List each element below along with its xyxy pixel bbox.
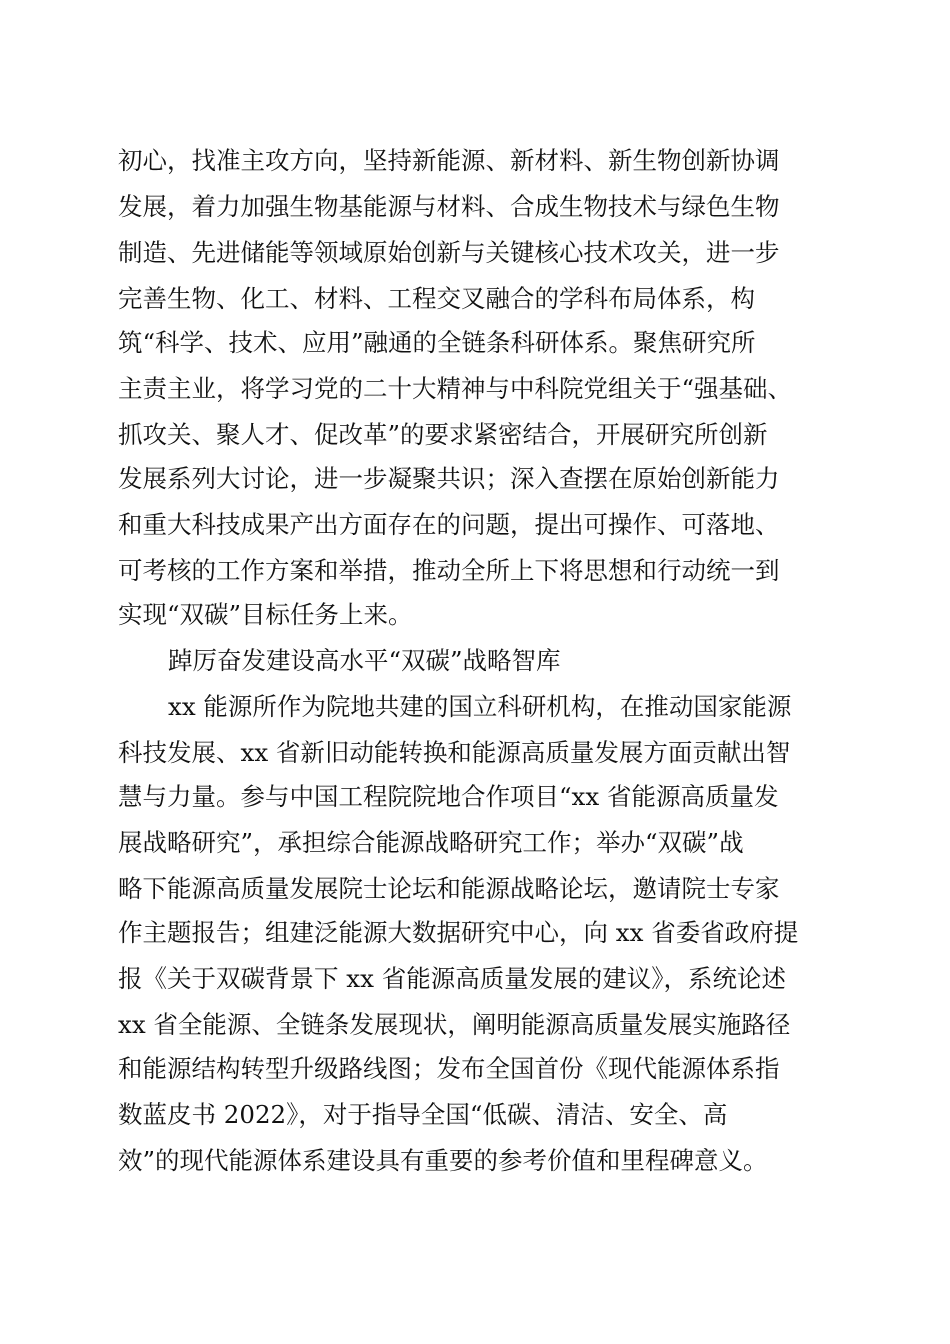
text-line: 略下能源高质量发展院士论坛和能源战略论坛，邀请院士专家 [118, 874, 780, 903]
text-line: 和重大科技成果产出方面存在的问题，提出可操作、可落地、 [118, 510, 780, 539]
text-line: 效”的现代能源体系建设具有重要的参考价值和里程碑意义。 [118, 1146, 768, 1175]
text-line: 慧与力量。参与中国工程院院地合作项目“xx 省能源高质量发 [118, 782, 779, 811]
text-line: 展战略研究”，承担综合能源战略研究工作；举办“双碳”战 [118, 828, 744, 857]
text-line: 制造、先进储能等领域原始创新与关键核心技术攻关，进一步 [118, 238, 780, 267]
text-line: 报《关于双碳背景下 xx 省能源高质量发展的建议》，系统论述 [118, 964, 786, 993]
text-line: 和能源结构转型升级路线图；发布全国首份《现代能源体系指 [118, 1054, 780, 1083]
text-line: 可考核的工作方案和举措，推动全所上下将思想和行动统一到 [118, 556, 780, 585]
text-line: 完善生物、化工、材料、工程交叉融合的学科布局体系，构 [118, 284, 755, 313]
section-heading: 踔厉奋发建设高水平“双碳”战略智库 [168, 646, 561, 675]
text-line: xx 能源所作为院地共建的国立科研机构，在推动国家能源 [168, 692, 792, 721]
text-line: 初心，找准主攻方向，坚持新能源、新材料、新生物创新协调 [118, 146, 780, 175]
text-line: 数蓝皮书 2022》，对于指导全国“低碳、清洁、安全、高 [118, 1100, 728, 1129]
text-line: 科技发展、xx 省新旧动能转换和能源高质量发展方面贡献出智 [118, 738, 791, 767]
text-line: 实现“双碳”目标任务上来。 [118, 600, 413, 629]
text-line: 主责主业，将学习党的二十大精神与中科院党组关于“强基础、 [118, 374, 793, 403]
text-line: 作主题报告；组建泛能源大数据研究中心，向 xx 省委省政府提 [118, 918, 799, 947]
text-line: 筑“科学、技术、应用”融通的全链条科研体系。聚焦研究所 [118, 328, 756, 357]
text-line: 发展，着力加强生物基能源与材料、合成生物技术与绿色生物 [118, 192, 780, 221]
text-line: xx 省全能源、全链条发展现状，阐明能源高质量发展实施路径 [118, 1010, 791, 1039]
text-line: 抓攻关、聚人才、促改革”的要求紧密结合，开展研究所创新 [118, 420, 768, 449]
text-line: 发展系列大讨论，进一步凝聚共识；深入查摆在原始创新能力 [118, 464, 780, 493]
